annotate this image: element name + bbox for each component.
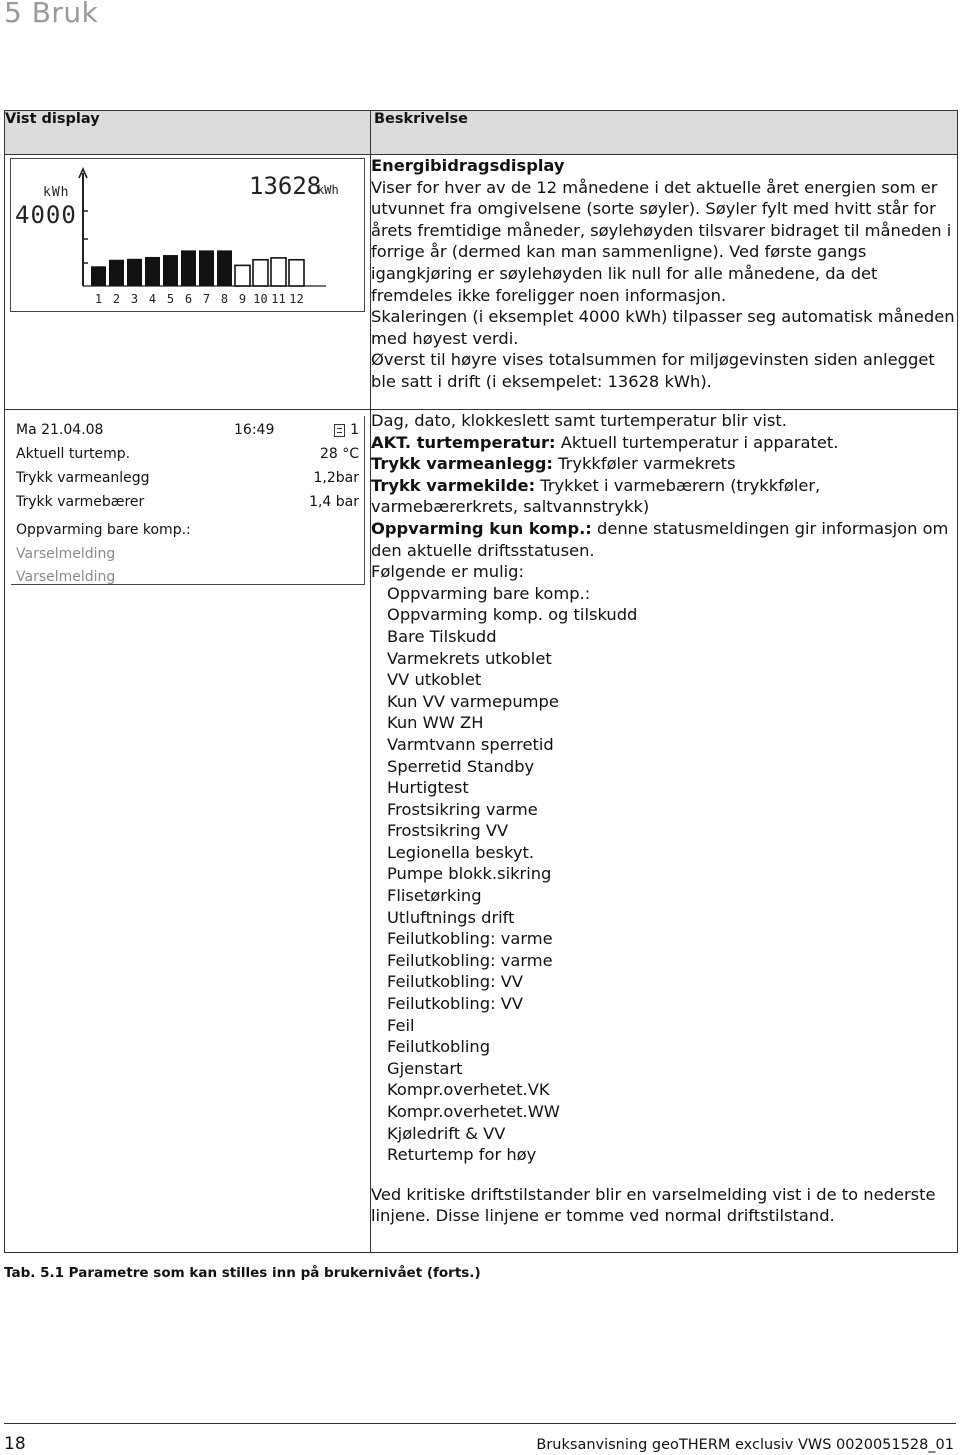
unit-label: kWh <box>43 185 70 200</box>
flow-temp-value: 28 °C <box>319 446 359 462</box>
chart-bar <box>145 257 160 286</box>
scale-label: 4000 <box>15 201 77 229</box>
oppvarming-text: denne statusmeldingen gir informasjon om den aktuelle driftsstatusen. <box>371 518 949 560</box>
x-tick-label: 11 <box>271 292 286 306</box>
heating-pressure-value: 1,2bar <box>313 470 359 486</box>
status-row-warning-2 <box>16 569 359 589</box>
status-desc-trykk-kilde <box>371 475 957 518</box>
total-label: 13628 <box>249 172 322 200</box>
status-list-item: Feil <box>387 1015 415 1035</box>
table-row-status <box>5 410 958 1253</box>
energy-title: Energibidragsdisplay <box>371 156 565 175</box>
status-display-cell <box>5 410 371 1253</box>
chart-bar <box>199 250 214 286</box>
status-list-item: Kompr.overhetet.WW <box>387 1102 560 1121</box>
footer-rule <box>4 1423 956 1424</box>
status-list-item: Flisetørking <box>387 886 482 906</box>
total-unit-label: kWh <box>317 183 339 197</box>
trykk-anlegg-text: Trykkføler varmekrets <box>552 454 736 474</box>
warning-message-1: Varselmelding <box>16 546 116 562</box>
status-list-item: Returtemp for høy <box>387 1145 537 1165</box>
status-list-item: Varmtvann sperretid <box>387 734 554 754</box>
energy-display-cell <box>5 155 371 410</box>
energy-para-3: Øverst til høyre vises totalsummen for miljøgevinsten siden anlegget ble satt i drift (i eksempelet: 13628 kWh). <box>371 350 935 391</box>
status-list <box>371 583 957 1166</box>
status-list-item: Oppvarming komp. og tilskudd <box>387 605 638 625</box>
table-caption: Tab. 5.1 Parametre som kan stilles inn på brukernivået (forts.) <box>4 1265 481 1281</box>
chart-bar <box>289 260 304 286</box>
chart-bar <box>127 259 142 286</box>
status-lcd-display <box>11 416 365 585</box>
chart-bar <box>91 266 106 286</box>
operating-mode-icon <box>334 424 345 437</box>
energy-bar-chart <box>11 159 364 311</box>
status-desc-trykk-anlegg <box>371 453 957 475</box>
status-list-item: Kun VV varmepumpe <box>387 691 559 711</box>
status-list-item: Feilutkobling: varme <box>387 950 553 970</box>
chart-bar <box>217 250 232 286</box>
x-tick-label: 2 <box>112 292 121 306</box>
trykk-kilde-label: Trykk varmekilde: <box>371 475 536 495</box>
x-tick-label: 9 <box>238 292 247 306</box>
table-header-row <box>5 111 958 155</box>
trykk-anlegg-label: Trykk varmeanlegg: <box>371 454 553 474</box>
flow-temp-label: Aktuell turtemp. <box>16 446 131 462</box>
operation-status: Oppvarming bare komp.: <box>16 522 191 538</box>
chart-bar <box>163 255 178 286</box>
status-row-warning-1 <box>16 546 359 566</box>
status-list-item: Pumpe blokk.sikring <box>387 864 552 884</box>
status-row-datetime <box>16 422 359 442</box>
status-row-flow-temp <box>16 446 359 466</box>
chart-bar <box>181 250 196 286</box>
status-list-item: Varmekrets utkoblet <box>387 648 552 668</box>
col-header-display: Vist display <box>5 111 371 155</box>
page-number: 18 <box>4 1434 26 1454</box>
chart-bar <box>253 260 268 286</box>
status-date: Ma 21.04.08 <box>16 422 104 438</box>
status-row-operation <box>16 522 359 542</box>
status-description-cell <box>371 410 958 1253</box>
status-row-heating-pressure <box>16 470 359 490</box>
status-desc-akt <box>371 432 957 454</box>
trykk-kilde-text: Trykket i varmebærern (trykkføler, varmebærerkrets, saltvannstrykk) <box>371 475 821 517</box>
status-list-item: Oppvarming bare komp.: <box>387 583 591 603</box>
heating-pressure-label: Trykk varmeanlegg <box>16 470 150 486</box>
status-list-item: Kompr.overhetet.VK <box>387 1080 550 1100</box>
status-mode-number: 1 <box>350 422 359 438</box>
chart-bar <box>235 265 250 286</box>
status-list-item: Frostsikring varme <box>387 799 538 819</box>
parameter-table <box>4 110 958 1253</box>
status-desc-following: Følgende er mulig: <box>371 562 524 582</box>
status-list-item: Gjenstart <box>387 1058 463 1078</box>
status-list-item: Sperretid Standby <box>387 756 535 776</box>
source-pressure-value: 1,4 bar <box>309 494 359 510</box>
chart-bar <box>271 258 286 286</box>
status-desc-closing: Ved kritiske driftstilstander blir en varselmelding vist i de to nederste linjene. Disse linjene er tomme ved normal driftstilstand. <box>371 1184 936 1226</box>
warning-message-2: Varselmelding <box>16 569 116 585</box>
status-list-item: Kjøledrift & VV <box>387 1123 506 1143</box>
status-list-item: Kun WW ZH <box>387 713 484 733</box>
x-tick-label: 3 <box>130 292 139 306</box>
status-desc-oppvarming <box>371 518 957 561</box>
chapter-title: 5 Bruk <box>4 0 99 29</box>
status-list-item: VV utkoblet <box>387 670 482 690</box>
akt-text: Aktuell turtemperatur i apparatet. <box>555 432 839 452</box>
energy-para-2: Skaleringen (i eksemplet 4000 kWh) tilpasser seg automatisk måneden med høyest verdi. <box>371 307 955 348</box>
x-tick-label: 1 <box>94 292 103 306</box>
status-list-item: Feilutkobling: varme <box>387 929 553 949</box>
x-tick-label: 4 <box>148 292 157 306</box>
x-tick-label: 6 <box>184 292 193 306</box>
status-list-item: Bare Tilskudd <box>387 626 497 646</box>
status-list-item: Feilutkobling: VV <box>387 972 524 992</box>
oppvarming-label: Oppvarming kun komp.: <box>371 518 592 538</box>
status-list-item: Legionella beskyt. <box>387 842 535 862</box>
status-list-item: Frostsikring VV <box>387 821 509 841</box>
status-row-source-pressure <box>16 494 359 514</box>
source-pressure-label: Trykk varmebærer <box>16 494 145 510</box>
status-list-item: Feilutkobling: VV <box>387 994 524 1014</box>
x-tick-label: 8 <box>220 292 229 306</box>
x-tick-label: 10 <box>253 292 268 306</box>
x-tick-label: 12 <box>289 292 304 306</box>
status-list-item: Hurtigtest <box>387 778 469 798</box>
col-header-description: Beskrivelse <box>371 111 958 155</box>
akt-label: AKT. turtemperatur: <box>371 432 556 452</box>
footer-document-title: Bruksanvisning geoTHERM exclusiv VWS 0020051528_01 <box>536 1437 954 1453</box>
status-list-item: Utluftnings drift <box>387 907 515 927</box>
status-list-item: Feilutkobling <box>387 1037 491 1057</box>
energy-para-1: Viser for hver av de 12 månedene i det aktuelle året energien som er utvunnet fra omgivelsene (sorte søyler). Søyler fylt med hvitt står for årets fremtidige måneder, søylehøyden tilsvarer bidraget til måneden i forrige år (dermed kan man sammenligne). Ved første gangs igangkjøring er søylehøyden lik null for alle månedene, da det fremdeles ikke foreligger noen informasjon. <box>371 177 952 305</box>
energy-lcd-display <box>10 158 365 312</box>
status-desc-intro: Dag, dato, klokkeslett samt turtemperatur blir vist. <box>371 411 787 430</box>
status-time: 16:49 <box>234 422 275 438</box>
table-row-energy <box>5 155 958 410</box>
energy-description-cell <box>371 155 958 410</box>
x-tick-label: 5 <box>166 292 175 306</box>
x-tick-label: 7 <box>202 292 211 306</box>
chart-bar <box>109 260 124 286</box>
